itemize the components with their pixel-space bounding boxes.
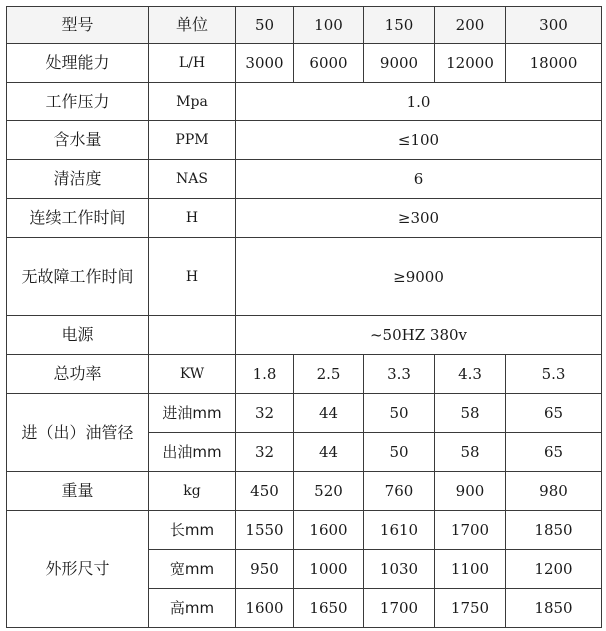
capacity-value: 18000	[506, 44, 602, 83]
table-row-total-power	[7, 355, 602, 394]
total-power-label: 总功率	[7, 355, 149, 394]
capacity-unit: L/H	[149, 44, 236, 83]
pipe-label: 进（出）油管径	[7, 394, 149, 472]
water-label: 含水量	[7, 121, 149, 160]
width-value: 1200	[506, 550, 602, 589]
table-row-cleanliness	[7, 160, 602, 199]
faultfree-label: 无故障工作时间	[7, 238, 149, 316]
cleanliness-label: 清洁度	[7, 160, 149, 199]
pressure-label: 工作压力	[7, 83, 149, 121]
power-supply-label: 电源	[7, 316, 149, 355]
pipe-outlet-value: 44	[294, 433, 364, 472]
cleanliness-unit: NAS	[149, 160, 236, 199]
weight-unit: kg	[149, 472, 236, 511]
length-label: 长mm	[149, 511, 236, 550]
width-value: 950	[236, 550, 294, 589]
width-value: 1000	[294, 550, 364, 589]
power-supply-unit	[149, 316, 236, 355]
height-value: 1600	[236, 589, 294, 628]
length-value: 1600	[294, 511, 364, 550]
pipe-inlet-value: 44	[294, 394, 364, 433]
height-value: 1700	[364, 589, 435, 628]
spec-table	[6, 6, 602, 628]
pipe-inlet-label: 进油mm	[149, 394, 236, 433]
height-label: 高mm	[149, 589, 236, 628]
length-value: 1700	[435, 511, 506, 550]
faultfree-unit: H	[149, 238, 236, 316]
continuous-value: ≥300	[236, 199, 602, 238]
pipe-outlet-label: 出油mm	[149, 433, 236, 472]
length-value: 1850	[506, 511, 602, 550]
total-power-value: 3.3	[364, 355, 435, 394]
table-row-faultfree	[7, 238, 602, 316]
continuous-label: 连续工作时间	[7, 199, 149, 238]
pipe-outlet-value: 58	[435, 433, 506, 472]
table-row-length	[7, 511, 602, 550]
total-power-value: 2.5	[294, 355, 364, 394]
capacity-value: 9000	[364, 44, 435, 83]
length-value: 1610	[364, 511, 435, 550]
table-row-capacity	[7, 44, 602, 83]
height-value: 1750	[435, 589, 506, 628]
continuous-unit: H	[149, 199, 236, 238]
total-power-value: 4.3	[435, 355, 506, 394]
weight-value: 900	[435, 472, 506, 511]
total-power-value: 5.3	[506, 355, 602, 394]
table-row-weight	[7, 472, 602, 511]
header-model-300: 300	[506, 7, 602, 44]
table-row-power-supply	[7, 316, 602, 355]
table-row-pressure	[7, 83, 602, 121]
weight-value: 520	[294, 472, 364, 511]
capacity-value: 3000	[236, 44, 294, 83]
total-power-value: 1.8	[236, 355, 294, 394]
header-model-200: 200	[435, 7, 506, 44]
capacity-value: 6000	[294, 44, 364, 83]
table-row-header	[7, 7, 602, 44]
capacity-label: 处理能力	[7, 44, 149, 83]
width-value: 1100	[435, 550, 506, 589]
faultfree-value: ≥9000	[236, 238, 602, 316]
power-supply-value: ~50HZ 380v	[236, 316, 602, 355]
header-model-150: 150	[364, 7, 435, 44]
table-row-pipe-inlet	[7, 394, 602, 433]
pipe-outlet-value: 50	[364, 433, 435, 472]
header-model-100: 100	[294, 7, 364, 44]
length-value: 1550	[236, 511, 294, 550]
pressure-value: 1.0	[236, 83, 602, 121]
width-value: 1030	[364, 550, 435, 589]
water-value: ≤100	[236, 121, 602, 160]
table-row-water	[7, 121, 602, 160]
pipe-inlet-value: 65	[506, 394, 602, 433]
weight-value: 760	[364, 472, 435, 511]
pipe-inlet-value: 58	[435, 394, 506, 433]
width-label: 宽mm	[149, 550, 236, 589]
cleanliness-value: 6	[236, 160, 602, 199]
header-model: 型号	[7, 7, 149, 44]
dimensions-label: 外形尺寸	[7, 511, 149, 628]
pressure-unit: Mpa	[149, 83, 236, 121]
total-power-unit: KW	[149, 355, 236, 394]
pipe-outlet-value: 32	[236, 433, 294, 472]
pipe-inlet-value: 32	[236, 394, 294, 433]
height-value: 1850	[506, 589, 602, 628]
height-value: 1650	[294, 589, 364, 628]
pipe-inlet-value: 50	[364, 394, 435, 433]
header-unit: 单位	[149, 7, 236, 44]
header-model-50: 50	[236, 7, 294, 44]
pipe-outlet-value: 65	[506, 433, 602, 472]
weight-value: 980	[506, 472, 602, 511]
weight-value: 450	[236, 472, 294, 511]
weight-label: 重量	[7, 472, 149, 511]
table-row-continuous	[7, 199, 602, 238]
water-unit: PPM	[149, 121, 236, 160]
capacity-value: 12000	[435, 44, 506, 83]
